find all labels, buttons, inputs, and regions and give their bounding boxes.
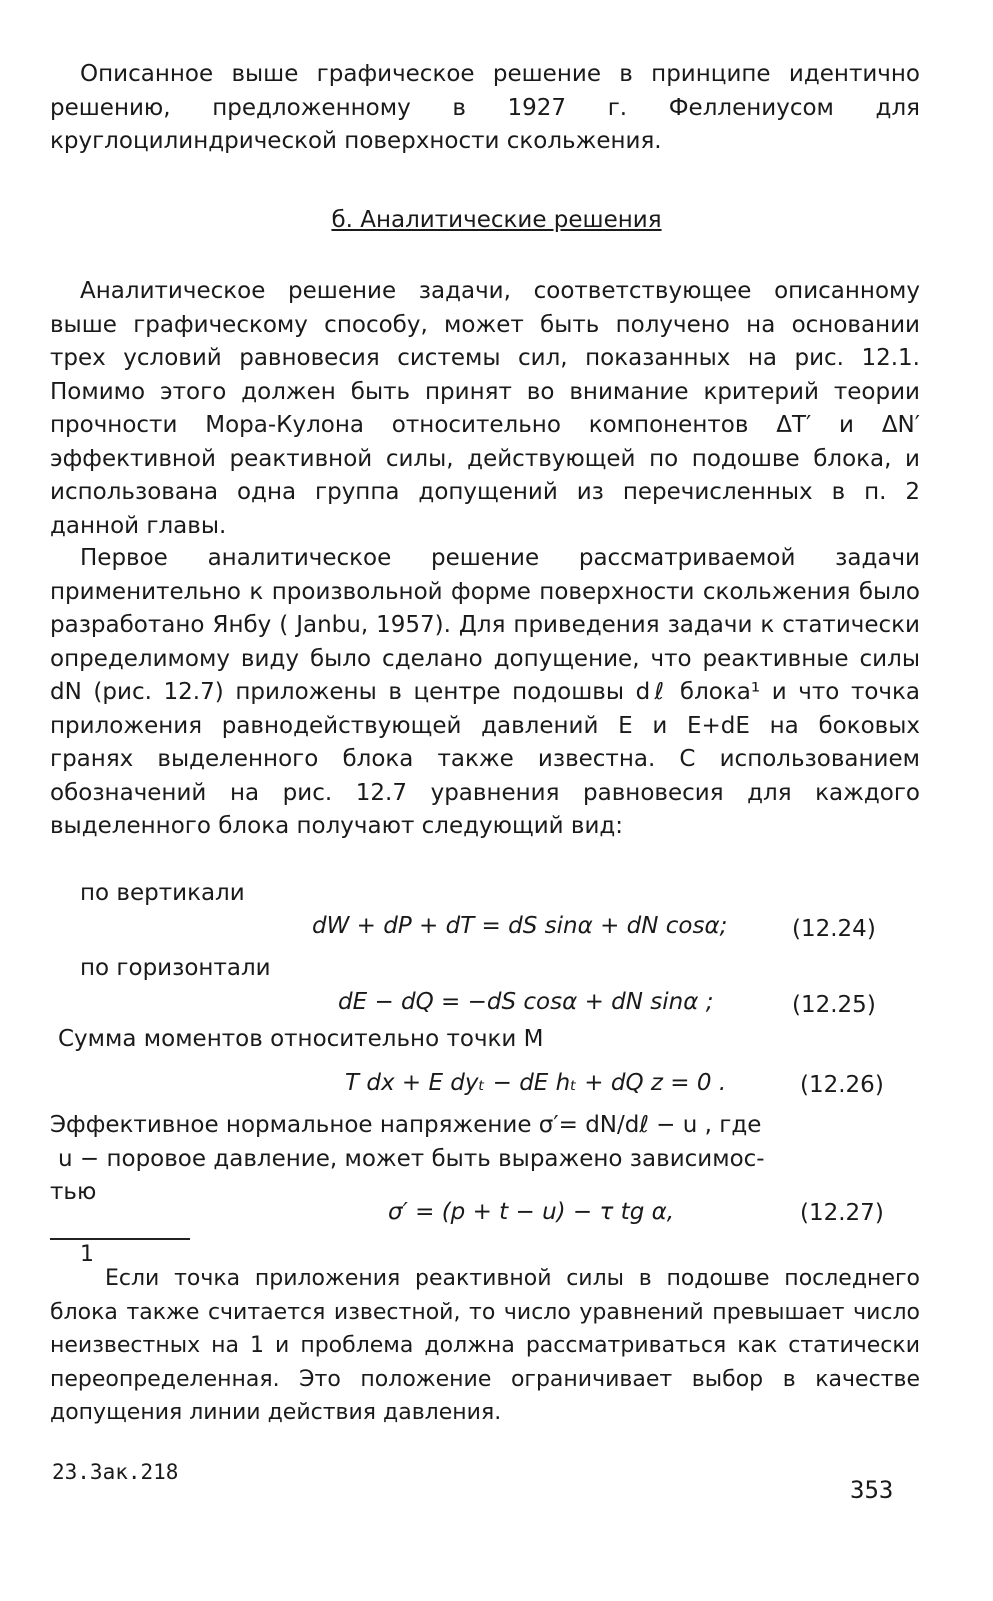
section-heading: б. Аналитические решения	[331, 207, 662, 233]
equation-12-27: σ′ = (p + t − u) − τ tg α,	[388, 1199, 675, 1225]
paragraph-janbu: Первое аналитическое решение рассматриваемой задачи применительно к произвольной форме поверхности скольжения было разработано Янбу ( Janbu, 1957). Для приведения задачи к статически определимому виду было сделано допущение, что реактивные силы dN (рис. 12.7) приложены в центре подошвы dℓ блока¹ и что точка приложения равнодействующей давлений E и E+dE на боковых гранях выделенного блока также известна. С использованием обозначений на рис. 12.7 уравнения равновесия для каждого выделенного блока получают следующий вид:	[50, 545, 920, 839]
paragraph-fellenius: Описанное выше графическое решение в принципе идентично решению, предложенному в 1927 г. Феллениусом для круглоцилиндрической поверхности скольжения.	[50, 61, 920, 154]
paragraph-analytic-solution: Аналитическое решение задачи, соответствующее описанному выше графическому способу, может быть получено на основании трех условий равновесия системы сил, показанных на рис. 12.1. Помимо этого должен быть принят во внимание критерий теории прочности Мора-Кулона относительно компонентов ΔT′ и ΔN′ эффективной реактивной силы, действующей по подошве блока, и использована одна группа допущений из перечисленных в п. 2 данной главы.	[50, 278, 920, 539]
paragraph-effective-stress-line1: Эффективное нормальное напряжение σ′= dN/dℓ − u , где	[50, 1112, 762, 1138]
page-number: 353	[850, 1476, 894, 1504]
equation-number-12-26: (12.26)	[800, 1072, 884, 1098]
footnote-text: Если точка приложения реактивной силы в подошве последнего блока также считается известной, то число уравнений превышает число неизвестных на 1 и проблема должна рассматриваться как статически переопределенная. Это положение ограничивает выбор в качестве допущения линии действия давления.	[50, 1266, 920, 1425]
footnote-marker: 1	[80, 1242, 94, 1267]
label-horizontal: по горизонтали	[80, 955, 271, 981]
equation-number-12-25: (12.25)	[792, 992, 876, 1018]
paragraph-effective-stress-line2: u − поровое давление, может быть выражено зависимос-	[58, 1146, 765, 1172]
equation-12-25: dE − dQ = −dS cosα + dN sinα ;	[338, 989, 714, 1015]
label-vertical: по вертикали	[80, 880, 245, 906]
equation-12-24: dW + dP + dT = dS sinα + dN cosα;	[312, 913, 728, 939]
footnote-divider	[50, 1238, 190, 1240]
equation-12-26: T dx + E dyₜ − dE hₜ + dQ z = 0 .	[345, 1070, 727, 1096]
label-moments: Сумма моментов относительно точки M	[58, 1026, 544, 1052]
equation-number-12-27: (12.27)	[800, 1200, 884, 1226]
equation-number-12-24: (12.24)	[792, 916, 876, 942]
paragraph-effective-stress-line3: тью	[50, 1179, 97, 1205]
printing-order-code: 23.Зак.218	[52, 1460, 179, 1484]
